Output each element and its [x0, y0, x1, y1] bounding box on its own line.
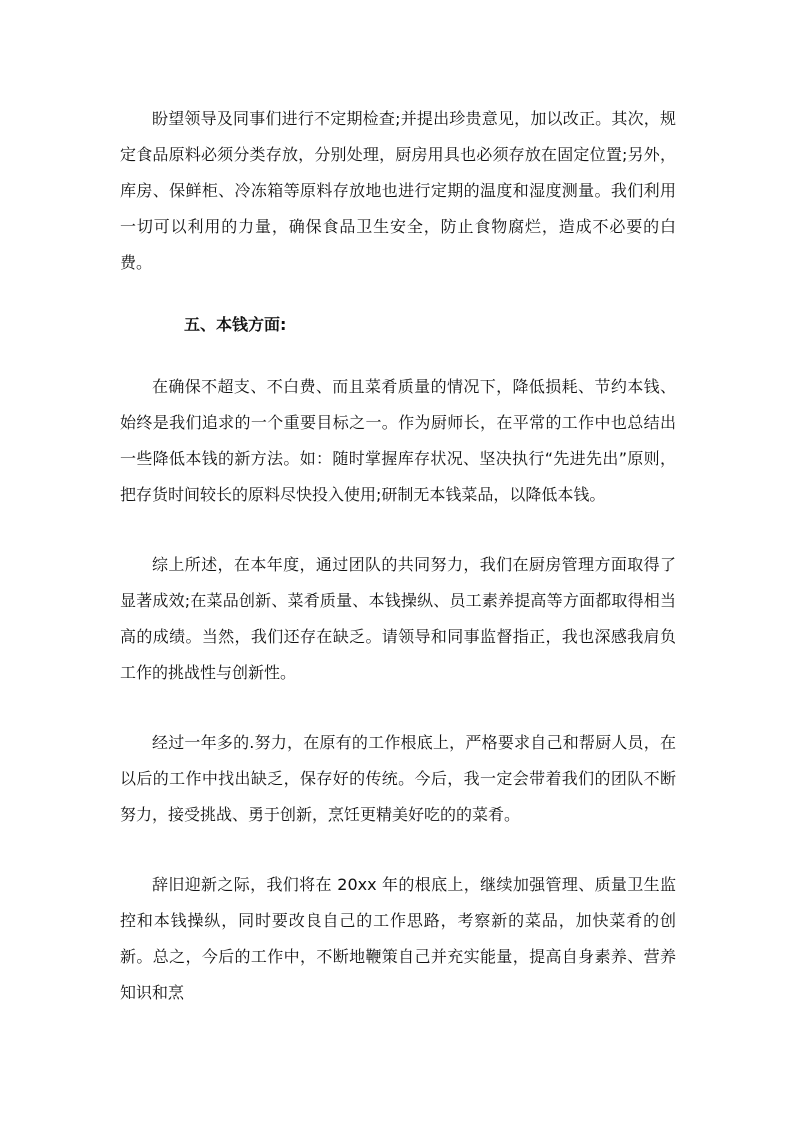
paragraph-inspection: 盼望领导及同事们进行不定期检查;并提出珍贵意见，加以改正。其次，规定食品原料必须分类存放，分别处理，厨房用具也必须存放在固定位置;另外，库房、保鲜柜、冷冻箱等原料存放地也进行定期的温度和湿度测量。我们利用一切可以利用的力量，确保食品卫生安全，防止食物腐烂，造成不必要的白费。 [120, 109, 676, 272]
paragraph-effort: 经过一年多的.努力，在原有的工作根底上，严格要求自己和帮厨人员，在以后的工作中找出缺乏，保存好的传统。今后，我一定会带着我们的团队不断努力，接受挑战、勇于创新，烹饪更精美好吃的的菜肴。 [120, 733, 676, 824]
section-heading-cost: 五、本钱方面: [184, 315, 287, 334]
paragraph-summary: 综上所述，在本年度，通过团队的共同努力，我们在厨房管理方面取得了显著成效;在菜品创新、菜肴质量、本钱操纵、员工素养提高等方面都取得相当高的成绩。当然，我们还存在缺乏。请领导和同事监督指正，我也深感我肩负工作的挑战性与创新性。 [120, 555, 676, 682]
paragraph-cost: 在确保不超支、不白费、而且菜肴质量的情况下，降低损耗、节约本钱、始终是我们追求的一个重要目标之一。作为厨师长，在平常的工作中也总结出一些降低本钱的新方法。如：随时掌握库存状况、坚决执行“先进先出”原则，把存货时间较长的原料尽快投入使用;研制无本钱菜品，以降低本钱。 [120, 377, 676, 504]
document-body [120, 101, 676, 1011]
paragraph-new-year: 辞旧迎新之际，我们将在 20xx 年的根底上，继续加强管理、质量卫生监控和本钱操纵，同时要改良自己的工作思路，考察新的菜品，加快菜肴的创新。总之，今后的工作中，不断地鞭策自己并充实能量，提高自身素养、营养知识和烹 [120, 875, 676, 1002]
